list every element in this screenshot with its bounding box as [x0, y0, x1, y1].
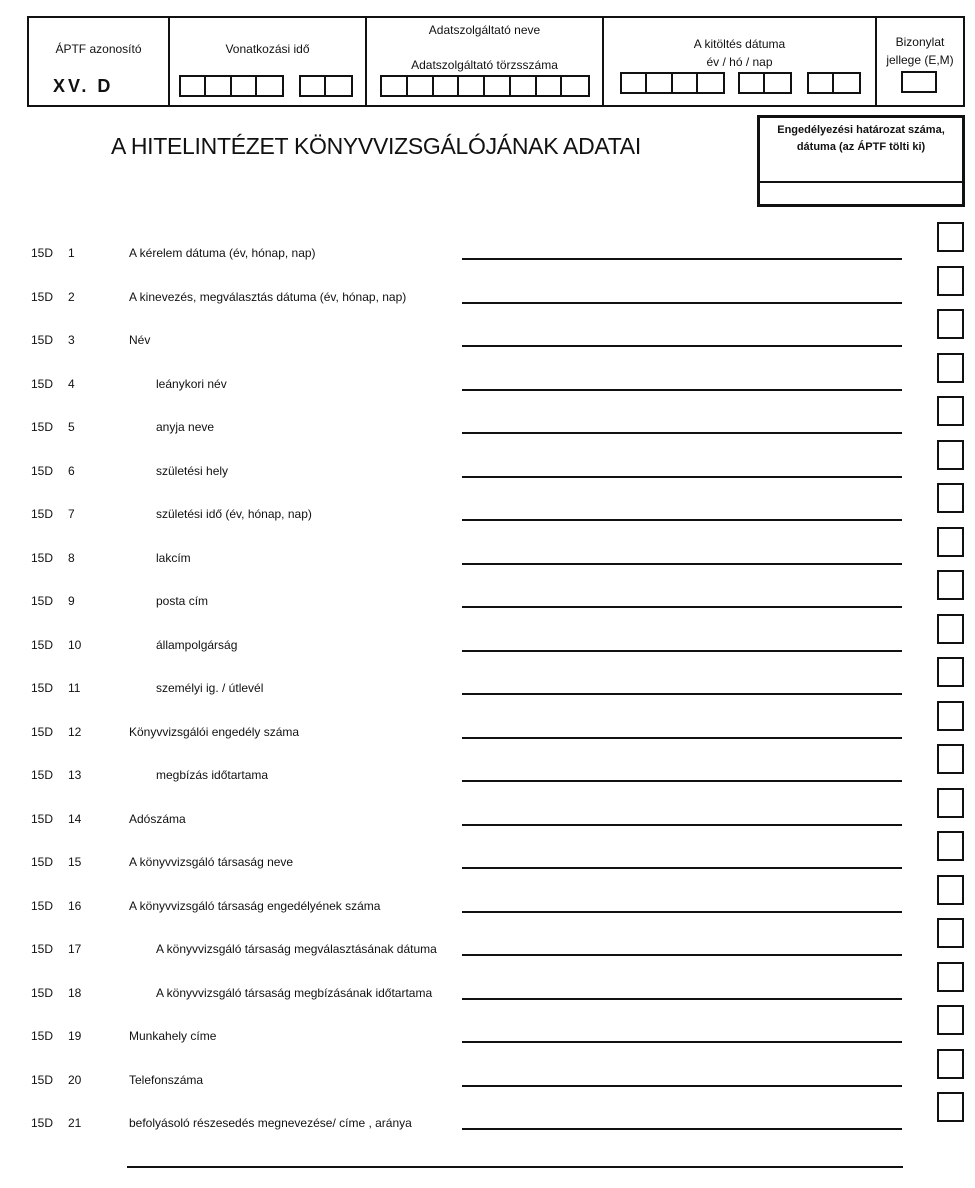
- row-input-line[interactable]: [462, 954, 902, 956]
- row-label: Telefonszáma: [129, 1072, 204, 1087]
- row-code: 15D: [31, 289, 54, 304]
- table-row: [0, 855, 975, 875]
- row-code: 15D: [31, 855, 54, 869]
- row-number: 9: [68, 594, 75, 608]
- row-label: Munkahely címe: [129, 1029, 217, 1043]
- adatszolgaltato-cell: [367, 18, 604, 105]
- row-code: 15D: [31, 376, 54, 391]
- table-row: [0, 768, 975, 788]
- row-input-line[interactable]: [462, 302, 902, 304]
- aptf-label: ÁPTF azonosító: [55, 42, 142, 56]
- bizonylat-sub-label: jellege (E,M): [886, 53, 954, 67]
- table-row: [0, 464, 975, 484]
- table-row: [0, 725, 975, 745]
- row-checkbox[interactable]: [937, 440, 964, 470]
- row-number: 10: [68, 637, 82, 652]
- row-number: 21: [68, 1116, 82, 1130]
- row-label: állampolgárság: [156, 637, 238, 652]
- page-title: A HITELINTÉZET KÖNYVVIZSGÁLÓJÁNAK ADATAI: [111, 133, 641, 159]
- row-code: 15D: [31, 594, 54, 608]
- row-number: 20: [68, 1072, 82, 1087]
- row-code: 15D: [31, 507, 54, 521]
- engedely-divider: [760, 181, 962, 183]
- table-row: [0, 681, 975, 701]
- row-label: A könyvvizsgáló társaság megbízásának időtartama: [156, 985, 433, 1000]
- row-input-line[interactable]: [462, 519, 902, 521]
- table-row: [0, 246, 975, 266]
- adatszolgaltato-torzs-label: Adatszolgáltató törzsszáma: [411, 58, 558, 72]
- row-code: 15D: [31, 550, 54, 565]
- row-checkbox[interactable]: [937, 744, 964, 774]
- row-number: 5: [68, 420, 75, 434]
- row-checkbox[interactable]: [937, 570, 964, 600]
- row-checkbox[interactable]: [937, 527, 964, 557]
- row-input-line[interactable]: [462, 1128, 902, 1130]
- adatszolgaltato-torzs-boxes[interactable]: [380, 75, 590, 97]
- kitoltes-label: A kitöltés dátuma: [693, 37, 786, 51]
- vonatkozasi-label: Vonatkozási idő: [225, 42, 310, 56]
- row-code: 15D: [31, 463, 54, 478]
- row-input-line[interactable]: [462, 1085, 902, 1087]
- row-label: posta cím: [156, 594, 209, 608]
- row-input-line[interactable]: [462, 780, 902, 782]
- row-code: 15D: [31, 811, 54, 826]
- engedely-box: [757, 115, 965, 207]
- row-checkbox[interactable]: [937, 483, 964, 513]
- row-input-line[interactable]: [462, 432, 902, 434]
- aptf-code: XV. D: [53, 76, 114, 96]
- row-checkbox[interactable]: [937, 788, 964, 818]
- row-checkbox[interactable]: [937, 1049, 964, 1079]
- row-code: 15D: [31, 1116, 54, 1130]
- row-number: 1: [68, 246, 75, 260]
- row-code: 15D: [31, 681, 54, 695]
- row-label: személyi ig. / útlevél: [156, 681, 264, 695]
- adatszolgaltato-nev-label: Adatszolgáltató neve: [428, 23, 541, 37]
- row-code: 15D: [31, 985, 54, 1000]
- row-label: Könyvvizsgálói engedély száma: [129, 724, 300, 739]
- row-21-extra-line[interactable]: [127, 1166, 903, 1168]
- aptf-cell: [29, 18, 170, 105]
- table-row: [0, 986, 975, 1006]
- row-label: A kinevezés, megválasztás dátuma (év, hónap, nap): [129, 289, 407, 304]
- row-code: 15D: [31, 637, 54, 652]
- row-number: 15: [68, 855, 82, 869]
- row-label: Adószáma: [129, 811, 186, 826]
- row-checkbox[interactable]: [937, 614, 964, 644]
- row-label: A könyvvizsgáló társaság megválasztásának dátuma: [156, 942, 437, 956]
- row-input-line[interactable]: [462, 389, 902, 391]
- row-input-line[interactable]: [462, 476, 902, 478]
- row-number: 17: [68, 942, 82, 956]
- row-label: születési hely: [156, 463, 229, 478]
- row-number: 6: [68, 463, 75, 478]
- row-label: Név: [129, 333, 151, 347]
- row-input-line[interactable]: [462, 911, 902, 913]
- row-number: 14: [68, 811, 82, 826]
- row-label: leánykori név: [156, 376, 227, 391]
- row-input-line[interactable]: [462, 563, 902, 565]
- row-checkbox[interactable]: [937, 1005, 964, 1035]
- row-input-line[interactable]: [462, 650, 902, 652]
- row-code: 15D: [31, 724, 54, 739]
- row-code: 15D: [31, 333, 54, 347]
- row-checkbox[interactable]: [937, 353, 964, 383]
- row-code: 15D: [31, 942, 54, 956]
- row-label: megbízás időtartama: [156, 768, 269, 782]
- table-row: [0, 290, 975, 310]
- row-checkbox[interactable]: [937, 962, 964, 992]
- row-checkbox[interactable]: [937, 831, 964, 861]
- row-number: 18: [68, 985, 82, 1000]
- table-row: [0, 942, 975, 962]
- row-input-line[interactable]: [462, 1041, 902, 1043]
- bizonylat-cell: [877, 18, 963, 105]
- row-input-line[interactable]: [462, 867, 902, 869]
- row-checkbox[interactable]: [937, 396, 964, 426]
- table-row: [0, 551, 975, 571]
- kitoltes-month-boxes[interactable]: [738, 72, 792, 94]
- row-checkbox[interactable]: [937, 657, 964, 687]
- row-number: 8: [68, 550, 75, 565]
- row-checkbox[interactable]: [937, 918, 964, 948]
- table-row: [0, 1116, 975, 1136]
- row-number: 7: [68, 507, 75, 521]
- row-checkbox[interactable]: [937, 309, 964, 339]
- row-number: 3: [68, 333, 75, 347]
- row-code: 15D: [31, 1029, 54, 1043]
- row-checkbox[interactable]: [937, 266, 964, 296]
- row-label: születési idő (év, hónap, nap): [156, 507, 312, 521]
- vonatkozasi-month-boxes[interactable]: [299, 75, 353, 97]
- table-row: [0, 1073, 975, 1093]
- row-code: 15D: [31, 768, 54, 782]
- row-number: 19: [68, 1029, 82, 1043]
- row-code: 15D: [31, 898, 54, 913]
- row-checkbox[interactable]: [937, 1092, 964, 1122]
- kitoltes-sub-label: év / hó / nap: [706, 55, 773, 69]
- row-label: A könyvvizsgáló társaság engedélyének száma: [129, 898, 381, 913]
- table-row: [0, 420, 975, 440]
- row-number: 16: [68, 898, 82, 913]
- row-checkbox[interactable]: [937, 875, 964, 905]
- row-label: A kérelem dátuma (év, hónap, nap): [129, 246, 316, 260]
- row-number: 13: [68, 768, 82, 782]
- table-row: [0, 377, 975, 397]
- row-input-line[interactable]: [462, 998, 902, 1000]
- row-label: A könyvvizsgáló társaság neve: [129, 855, 294, 869]
- row-input-line[interactable]: [462, 258, 902, 260]
- row-checkbox[interactable]: [937, 701, 964, 731]
- engedely-label: Engedélyezési határozat száma, dátuma (az ÁPTF tölti ki): [777, 124, 945, 153]
- row-number: 11: [68, 681, 81, 695]
- row-input-line[interactable]: [462, 737, 902, 739]
- bizonylat-box[interactable]: [901, 71, 937, 93]
- row-code: 15D: [31, 420, 54, 434]
- kitoltes-year-boxes[interactable]: [620, 72, 725, 94]
- table-row: [0, 333, 975, 353]
- vonatkozasi-year-boxes[interactable]: [179, 75, 284, 97]
- table-row: [0, 507, 975, 527]
- row-checkbox[interactable]: [937, 222, 964, 252]
- table-row: [0, 899, 975, 919]
- row-number: 12: [68, 724, 82, 739]
- table-row: [0, 1029, 975, 1049]
- bizonylat-label: Bizonylat: [895, 35, 945, 49]
- form-header: [27, 16, 965, 107]
- table-row: [0, 638, 975, 658]
- table-row: [0, 812, 975, 832]
- row-input-line[interactable]: [462, 824, 902, 826]
- kitoltes-day-boxes[interactable]: [807, 72, 861, 94]
- row-label: befolyásoló részesedés megnevezése/ címe , aránya: [129, 1116, 412, 1130]
- row-number: 2: [68, 289, 75, 304]
- vonatkozasi-cell: [170, 18, 367, 105]
- table-row: [0, 594, 975, 614]
- row-code: 15D: [31, 1072, 54, 1087]
- row-label: anyja neve: [156, 420, 215, 434]
- row-input-line[interactable]: [462, 345, 902, 347]
- kitoltes-cell: [604, 18, 877, 105]
- row-label: lakcím: [156, 550, 191, 565]
- row-number: 4: [68, 376, 75, 391]
- row-code: 15D: [31, 246, 54, 260]
- row-input-line[interactable]: [462, 693, 902, 695]
- row-input-line[interactable]: [462, 606, 902, 608]
